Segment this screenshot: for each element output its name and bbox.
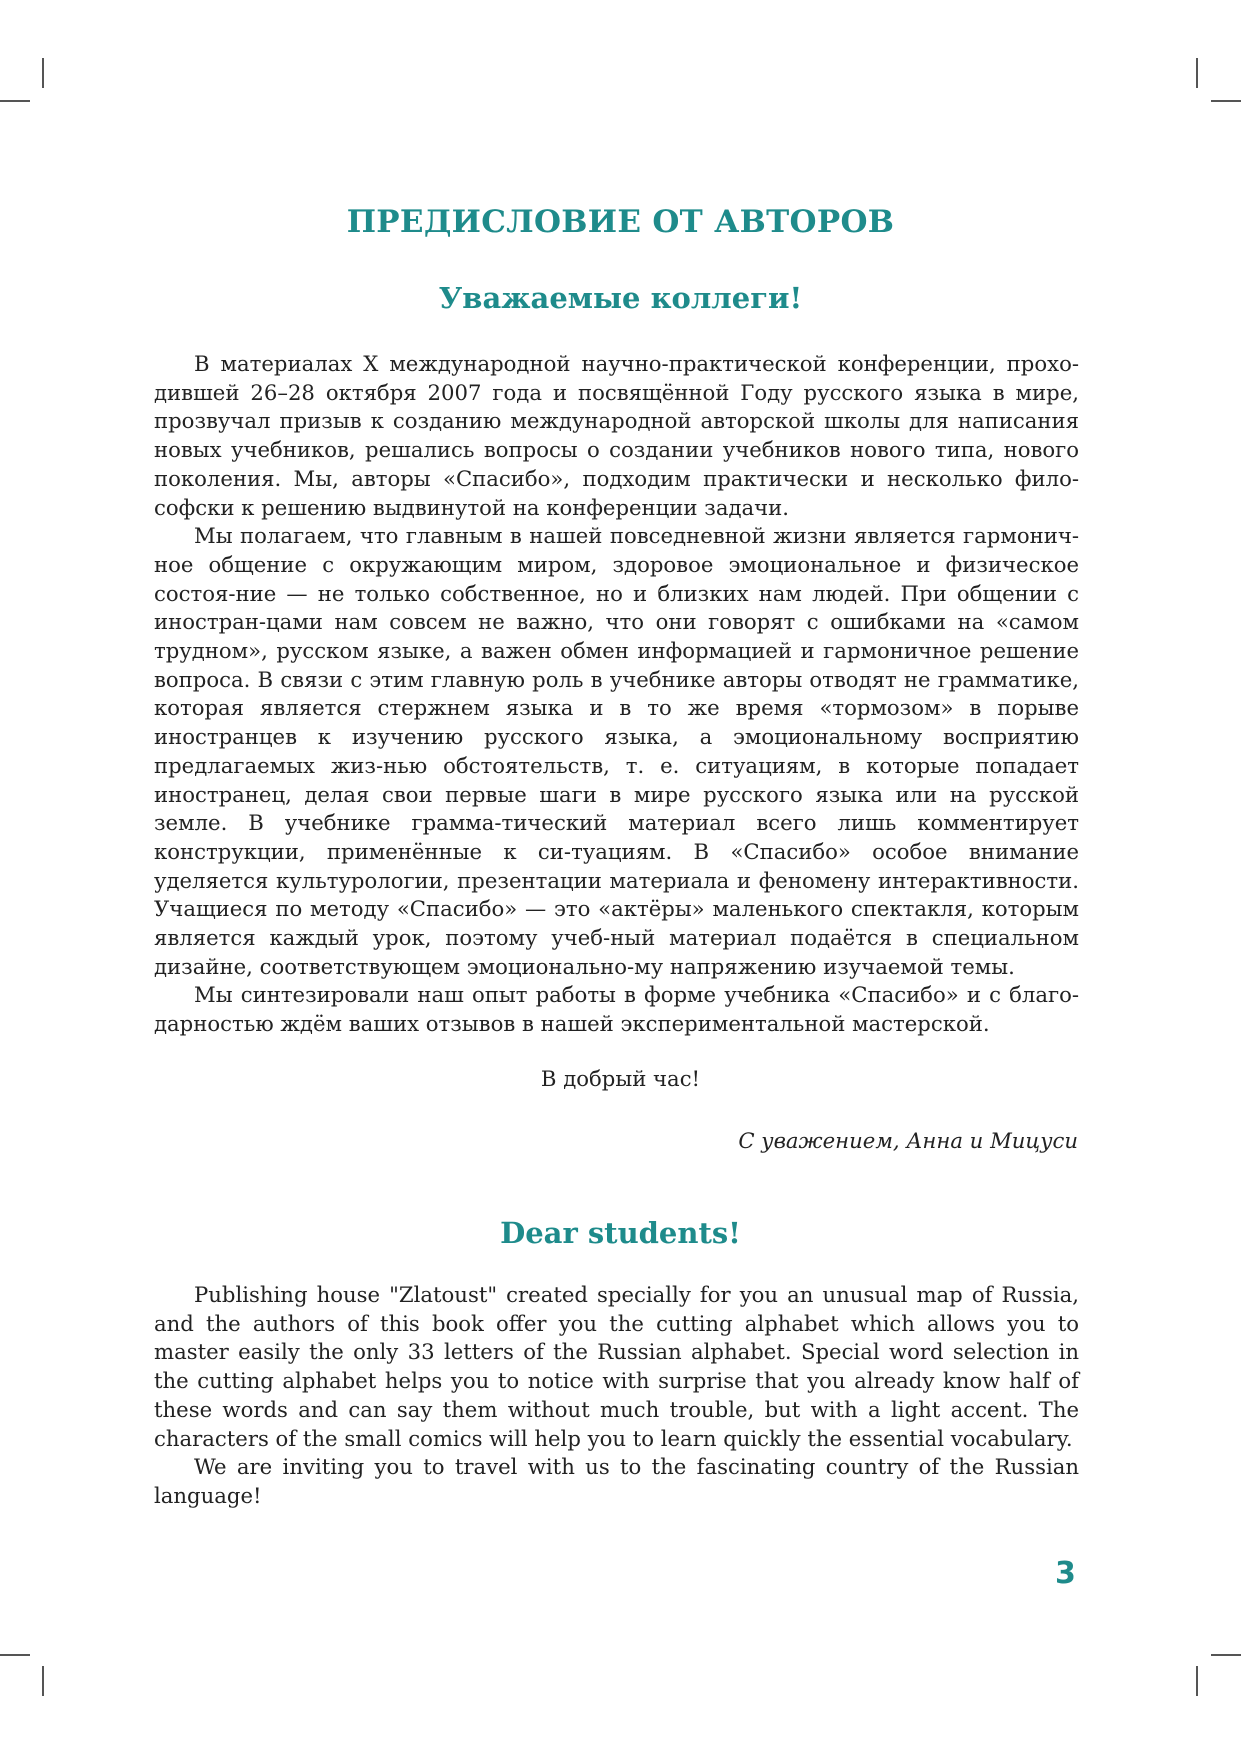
crop-mark-top-right-vertical xyxy=(1196,58,1198,88)
en-paragraph-2: We are inviting you to travel with us to the fascinating country of the Russian language! xyxy=(154,1454,1079,1508)
crop-mark-bottom-left-horizontal xyxy=(0,1654,30,1656)
en-greeting: Dear students! xyxy=(500,1216,741,1250)
crop-mark-top-right-horizontal xyxy=(1211,100,1241,102)
ru-greeting: Уважаемые коллеги! xyxy=(438,281,803,315)
ru-body xyxy=(154,350,1079,1039)
crop-mark-bottom-right-horizontal xyxy=(1211,1654,1241,1656)
ru-paragraph-3: Мы синтезировали наш опыт работы в форме учебника «Спасибо» и с благо-дарностью ждём ваших отзывов в нашей экспериментальной мастерской. xyxy=(154,982,1079,1037)
page-title: ПРЕДИСЛОВИЕ ОТ АВТОРОВ xyxy=(346,204,895,240)
en-body xyxy=(154,1281,1079,1511)
ru-paragraph-1: В материалах X международной научно-практической конференции, прохо-дившей 26–28 октября 2007 года и посвящённой Году русского языка в мире, прозвучал призыв к созданию международной авторской школы для написания новых учебников, решались вопросы о создании учебников нового типа, нового поколения. Мы, авторы «Спасибо», подходим практически и несколько фило-софски к решению выдвинутой на конференции задачи. xyxy=(154,351,1079,520)
ru-wish: В добрый час! xyxy=(540,1066,701,1091)
en-paragraph-1: Publishing house "Zlatoust" created specially for you an unusual map of Russia, and the authors of this book offer you the cutting alphabet which allows you to master easily the only 33 letters of the Russian alphabet. Special word selection in the cutting alphabet helps you to notice with surprise that you already know half of these words and can say them without much trouble, but with a light accent. The characters of the small comics will help you to learn quickly the essential vocabulary. xyxy=(154,1282,1079,1451)
crop-mark-bottom-right-vertical xyxy=(1196,1666,1198,1696)
page-number: 3 xyxy=(1055,1556,1076,1591)
crop-mark-bottom-left-vertical xyxy=(42,1666,44,1696)
crop-mark-top-left-horizontal xyxy=(0,100,30,102)
crop-mark-top-left-vertical xyxy=(42,58,44,88)
ru-paragraph-2: Мы полагаем, что главным в нашей повседневной жизни является гармонич-ное общение с окружающим миром, здоровое эмоциональное и физическое состоя-ние — не только собственное, но и близких нам людей. При общении с иностран-цами нам совсем не важно, что они говорят с ошибками на «самом трудном», русском языке, а важен обмен информацией и гармоничное решение вопроса. В связи с этим главную роль в учебнике авторы отводят не грамматике, которая является стержнем языка и в то же время «тормозом» в порыве иностранцев к изучению русского языка, а эмоциональному восприятию предлагаемых жиз-нью обстоятельств, т. е. ситуациям, в которые попадает иностранец, делая свои первые шаги в мире русского языка или на русской земле. В учебнике грамма-тический материал всего лишь комментирует конструкции, применённые к си-туациям. В «Спасибо» особое внимание уделяется культурологии, презентации материала и феномену интерактивности. Учащиеся по методу «Спасибо» — это «актёры» маленького спектакля, которым является каждый урок, поэтому учеб-ный материал подаётся в специальном дизайне, соответствующем эмоционально-му напряжению изучаемой темы. xyxy=(154,523,1079,979)
ru-signature: С уважением, Анна и Мицуси xyxy=(738,1128,1078,1153)
